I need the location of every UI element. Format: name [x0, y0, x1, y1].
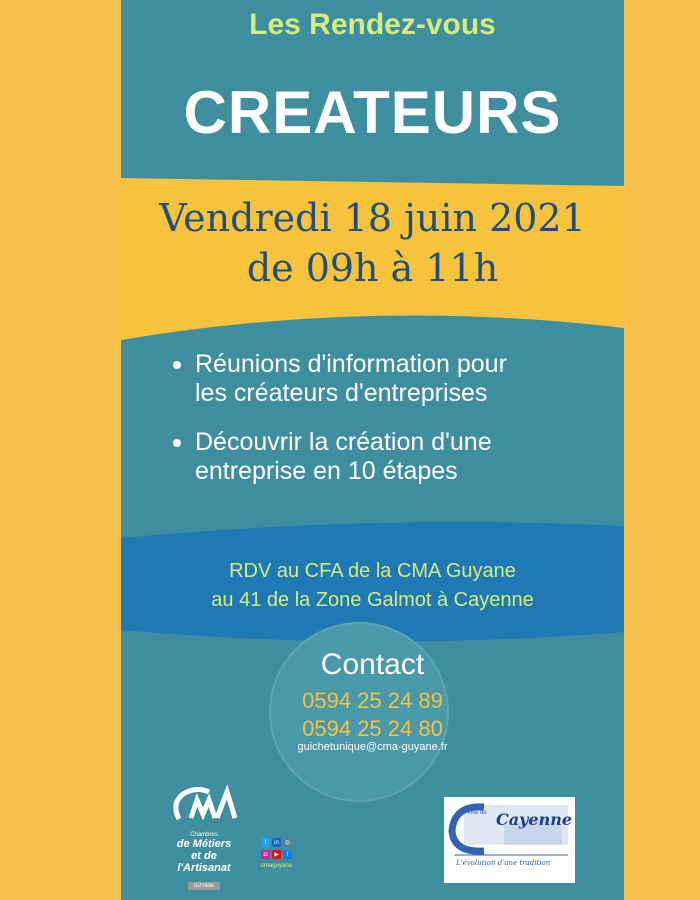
cma-subtitle — [169, 832, 239, 892]
phone-number-1: 0594 25 24 89 — [302, 688, 443, 713]
list-item — [173, 350, 603, 408]
list-item-line1: Réunions d'information pour — [195, 350, 507, 378]
cayenne-prefix: Ville de — [467, 810, 487, 816]
cma-region-badge: GUYANE — [188, 882, 221, 890]
poster-headline: CREATEURS — [183, 79, 562, 146]
cayenne-logo — [444, 797, 575, 883]
facebook-icon[interactable]: f — [283, 850, 292, 859]
youtube-icon[interactable]: ▶ — [272, 850, 281, 859]
social-links — [261, 838, 311, 869]
cma-mark-icon — [169, 784, 239, 830]
list-item-line2: les créateurs d'entreprises — [195, 379, 488, 407]
event-poster — [121, 0, 624, 900]
cayenne-logo-mark — [444, 797, 575, 883]
cma-line2: de Métiers — [176, 838, 232, 850]
bullet-dot — [173, 439, 181, 447]
list-item-line1: Découvrir la création d'une — [195, 428, 492, 456]
meeting-location — [121, 557, 624, 615]
cayenne-tagline: L'évolution d'une tradition — [456, 859, 551, 867]
event-date-line1: Vendredi 18 juin 2021 — [159, 196, 586, 240]
bullet-dot — [173, 361, 181, 369]
location-line1: RDV au CFA de la CMA Guyane — [229, 560, 516, 582]
contact-title: Contact — [320, 648, 425, 681]
list-item — [173, 428, 603, 486]
poster-kicker: Les Rendez-vous — [249, 8, 496, 41]
cma-line1: Chambres — [190, 832, 218, 838]
cma-logo — [169, 784, 239, 888]
phone-number-2: 0594 25 24 80 — [302, 716, 443, 741]
social-handle: cmaguyane — [261, 863, 293, 869]
event-time-line: de 09h à 11h — [246, 246, 499, 290]
cma-line3: et de l'Artisanat — [177, 850, 231, 874]
program-list — [173, 350, 603, 506]
twitter-icon[interactable]: t — [261, 838, 270, 847]
cayenne-name: Cayenne — [496, 810, 573, 829]
event-date — [121, 193, 624, 293]
contact-email: guichetunique@cma-guyane.fr — [297, 741, 448, 753]
linkedin-icon[interactable]: in — [272, 838, 281, 847]
list-item-line2: entreprise en 10 étapes — [195, 457, 458, 485]
location-line2: au 41 de la Zone Galmot à Cayenne — [211, 589, 534, 611]
globe-icon[interactable]: ◎ — [284, 840, 291, 846]
instagram-icon[interactable]: ◘ — [261, 850, 270, 859]
